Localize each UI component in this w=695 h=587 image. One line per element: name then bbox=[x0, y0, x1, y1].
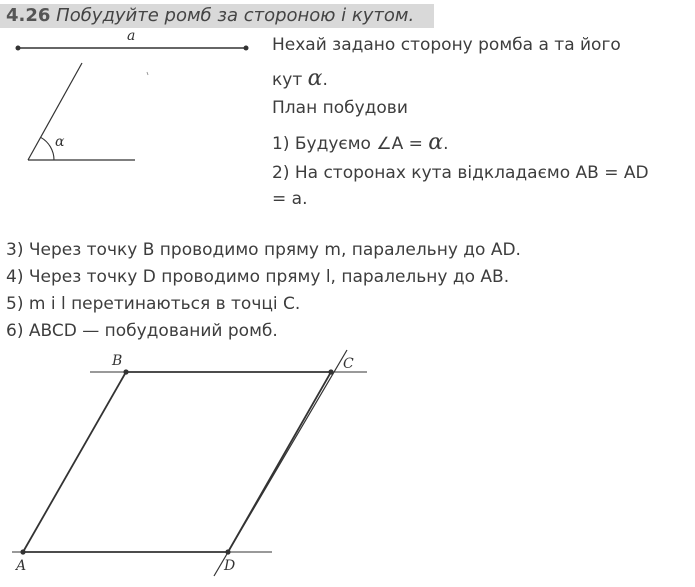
problem-number: 4.26 bbox=[6, 5, 51, 26]
vertex-b bbox=[123, 369, 128, 374]
alpha-symbol: α bbox=[428, 130, 444, 155]
side-cd bbox=[228, 372, 331, 552]
angle-label: α bbox=[55, 134, 65, 150]
vertex-d bbox=[225, 549, 230, 554]
vertex-a bbox=[20, 549, 25, 554]
stray-mark bbox=[147, 72, 148, 75]
label-a: A bbox=[16, 558, 27, 574]
step-2-line-2: = a. bbox=[272, 189, 308, 209]
segment-endpoint bbox=[244, 46, 249, 51]
plan-heading: План побудови bbox=[272, 98, 408, 118]
problem-statement: Побудуйте ромб за стороною і кутом. bbox=[56, 5, 415, 26]
step-1-suffix: . bbox=[443, 134, 449, 154]
label-b: B bbox=[112, 353, 123, 369]
label-c: C bbox=[343, 356, 354, 372]
segment-label: a bbox=[127, 28, 136, 44]
vertex-c bbox=[328, 369, 333, 374]
side-ab bbox=[23, 372, 126, 552]
step-6: 6) ABCD — побудований ромб. bbox=[6, 321, 278, 341]
angle-arc bbox=[41, 137, 54, 160]
step-1-prefix: 1) Будуємо ∠A = bbox=[272, 134, 429, 154]
label-d: D bbox=[224, 558, 236, 574]
intro-line-2-prefix: кут bbox=[272, 70, 308, 90]
step-2-line-1: 2) На сторонах кута відкладаємо AB = AD bbox=[272, 163, 649, 183]
intro-line-2-suffix: . bbox=[322, 70, 328, 90]
step-5: 5) m і l перетинаються в точці C. bbox=[6, 294, 301, 314]
step-4: 4) Через точку D проводимо пряму l, паралельну до AB. bbox=[6, 267, 510, 287]
alpha-symbol: α bbox=[307, 66, 323, 91]
intro-line-1: Нехай задано сторону ромба а та його bbox=[272, 35, 621, 55]
step-3: 3) Через точку B проводимо пряму m, паралельну до AD. bbox=[6, 240, 521, 260]
segment-endpoint bbox=[16, 46, 21, 51]
